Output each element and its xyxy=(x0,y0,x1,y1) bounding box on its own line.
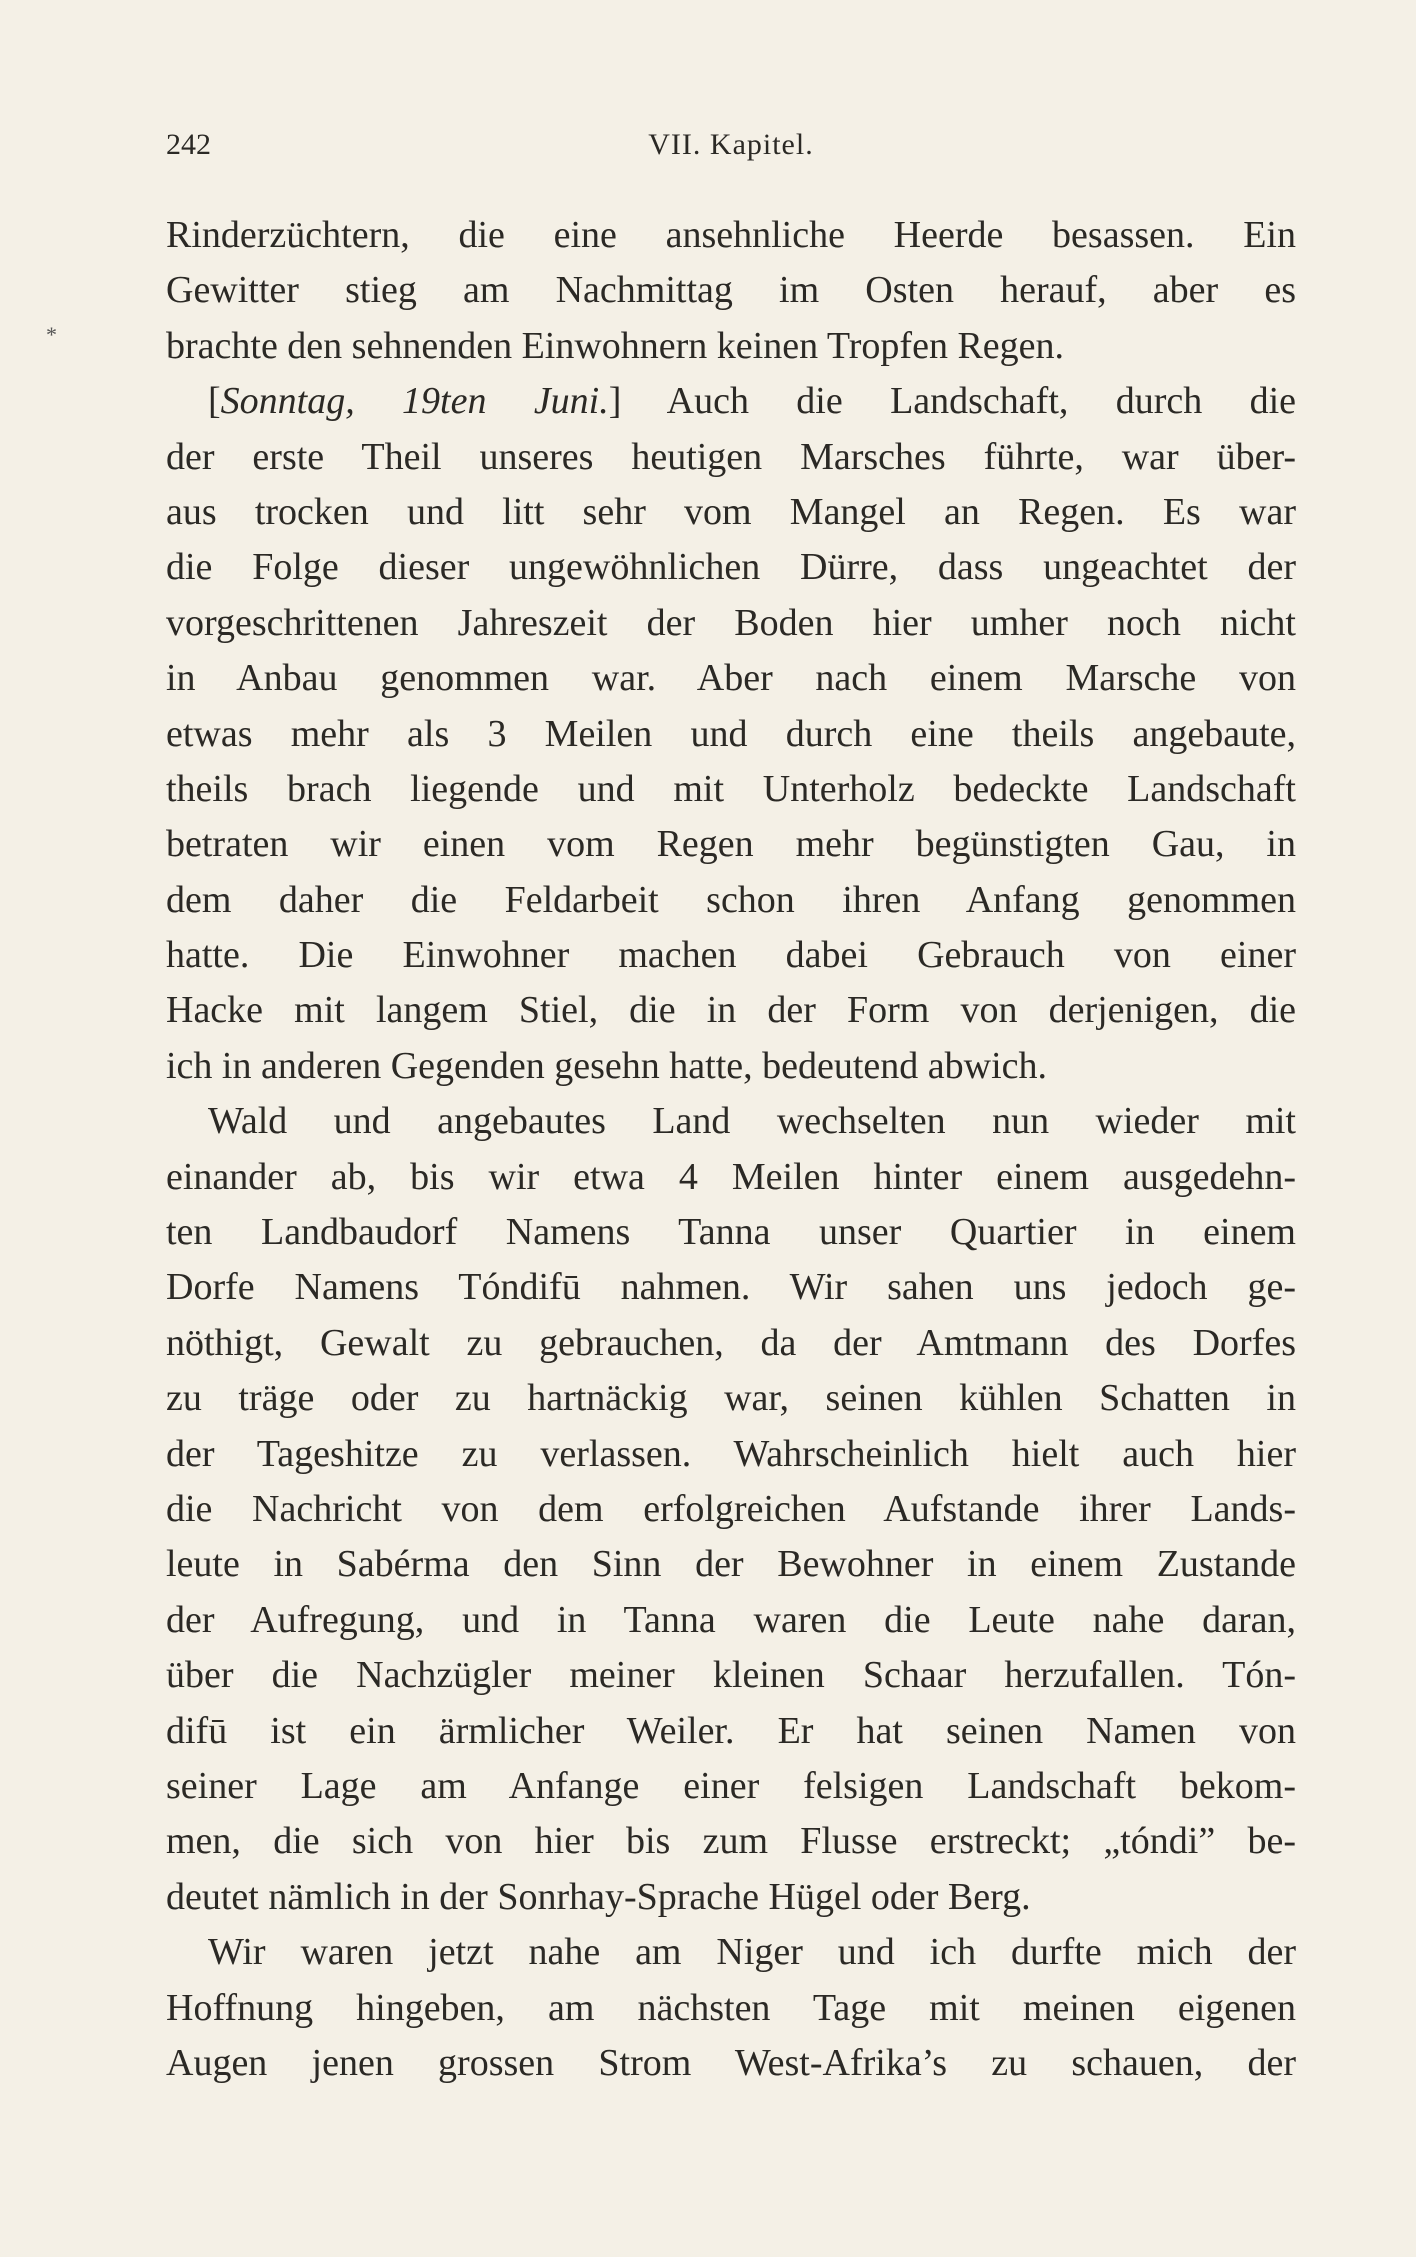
text-line: betraten wir einen vom Regen mehr begünstigten Gau, in xyxy=(166,823,1296,866)
text-line: leute in Sabérma den Sinn der Bewohner in einem Zustande xyxy=(166,1543,1296,1586)
text-line: der Tageshitze zu verlassen. Wahrscheinlich hielt auch hier xyxy=(166,1432,1296,1475)
text-line: vorgeschrittenen Jahreszeit der Boden hier umher noch nicht xyxy=(166,601,1296,644)
text-line: Gewitter stieg am Nachmittag im Osten herauf, aber es xyxy=(166,269,1296,312)
line-rest: ] Auch die Landschaft, durch die xyxy=(608,380,1297,423)
text-line: etwas mehr als 3 Meilen und durch eine theils angebaute, xyxy=(166,712,1296,755)
text-line: zu träge oder zu hartnäckig war, seinen kühlen Schatten in xyxy=(166,1377,1296,1420)
text-line: Augen jenen grossen Strom West-Afrika’s zu schauen, der xyxy=(166,2041,1296,2084)
bracket-open: [ xyxy=(208,380,221,423)
margin-mark: * xyxy=(46,322,57,347)
text-line: einander ab, bis wir etwa 4 Meilen hinter einem ausgedehn- xyxy=(166,1155,1296,1198)
text-line: ten Landbaudorf Namens Tanna unser Quartier in einem xyxy=(166,1211,1296,1254)
text-line: Wir waren jetzt nahe am Niger und ich durfte mich der xyxy=(208,1931,1296,1974)
body-text xyxy=(166,208,1296,2091)
text-line: die Folge dieser ungewöhnlichen Dürre, dass ungeachtet der xyxy=(166,546,1296,589)
page-number: 242 xyxy=(166,128,211,161)
date-reference: Sonntag, 19ten Juni. xyxy=(220,380,609,423)
text-line: Rinderzüchtern, die eine ansehnliche Heerde besassen. Ein xyxy=(166,214,1296,256)
page-header xyxy=(166,128,1296,168)
text-line: Hacke mit langem Stiel, die in der Form von derjenigen, die xyxy=(166,989,1296,1032)
text-line: der Aufregung, und in Tanna waren die Leute nahe daran, xyxy=(166,1598,1296,1641)
text-line: nöthigt, Gewalt zu gebrauchen, da der Amtmann des Dorfes xyxy=(166,1321,1296,1364)
text-line xyxy=(166,374,1296,429)
text-line: in Anbau genommen war. Aber nach einem Marsche von xyxy=(166,657,1296,700)
text-line: deutet nämlich in der Sonrhay-Sprache Hügel oder Berg. xyxy=(166,1875,1031,1918)
text-line: Wald und angebautes Land wechselten nun wieder mit xyxy=(208,1100,1296,1143)
text-line: die Nachricht von dem erfolgreichen Aufstande ihrer Lands- xyxy=(166,1487,1296,1530)
text-line: seiner Lage am Anfange einer felsigen Landschaft bekom- xyxy=(166,1764,1296,1807)
text-line: difū ist ein ärmlicher Weiler. Er hat seinen Namen von xyxy=(166,1709,1296,1752)
running-head: VII. Kapitel. xyxy=(648,128,814,161)
text-line: Dorfe Namens Tóndifū nahmen. Wir sahen uns jedoch ge- xyxy=(166,1266,1296,1309)
text-line: hatte. Die Einwohner machen dabei Gebrauch von einer xyxy=(166,934,1296,977)
text-line: dem daher die Feldarbeit schon ihren Anfang genommen xyxy=(166,878,1296,921)
text-line: über die Nachzügler meiner kleinen Schaar herzufallen. Tón- xyxy=(166,1654,1296,1697)
text-line: men, die sich von hier bis zum Flusse erstreckt; „tóndi” be- xyxy=(166,1820,1296,1863)
text-line: ich in anderen Gegenden gesehn hatte, bedeutend abwich. xyxy=(166,1044,1048,1087)
text-line: theils brach liegende und mit Unterholz bedeckte Landschaft xyxy=(166,767,1296,810)
text-line: aus trocken und litt sehr vom Mangel an Regen. Es war xyxy=(166,490,1296,533)
text-line: brachte den sehnenden Einwohnern keinen Tropfen Regen. xyxy=(166,324,1065,367)
text-line: Hoffnung hingeben, am nächsten Tage mit meinen eigenen xyxy=(166,1986,1296,2029)
text-line: der erste Theil unseres heutigen Marsches führte, war über- xyxy=(166,435,1296,478)
